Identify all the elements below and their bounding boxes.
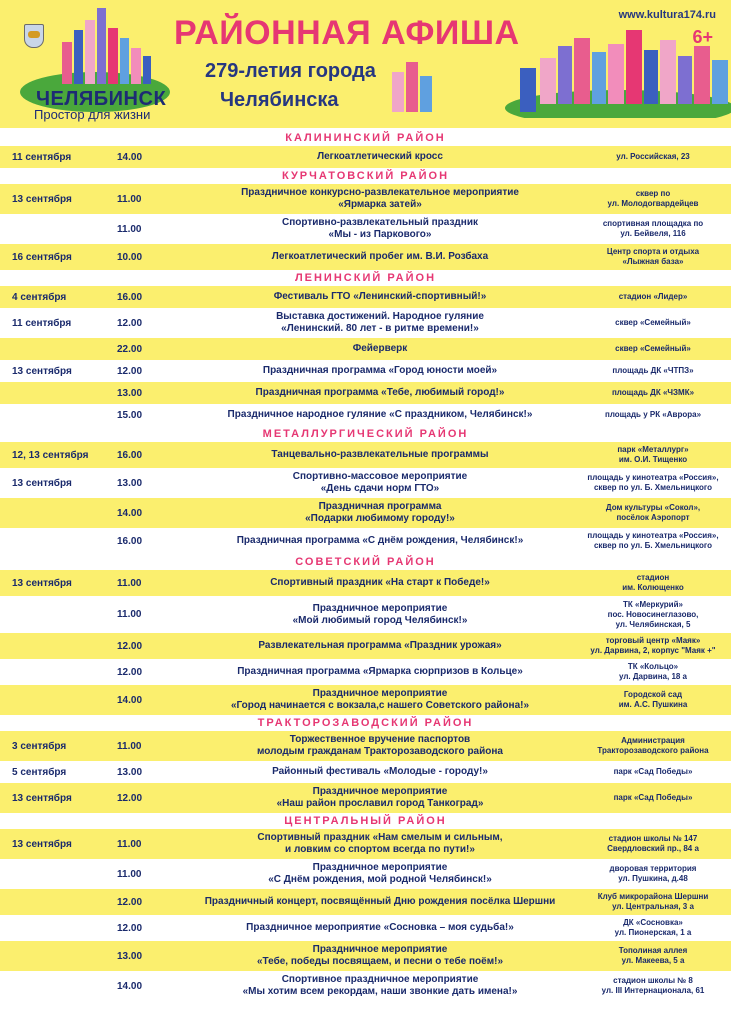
event-time: 15.00 bbox=[117, 409, 143, 421]
event-place: стадион школы № 147 Свердловский пр., 84 а bbox=[607, 834, 699, 853]
event-row bbox=[0, 382, 731, 404]
event-date: 13 сентября bbox=[12, 477, 72, 489]
event-time: 16.00 bbox=[117, 449, 143, 461]
event-row bbox=[0, 731, 731, 761]
event-title: Праздничное народное гуляние «С праздником, Челябинск!» bbox=[227, 409, 533, 420]
event-time: 11.00 bbox=[117, 868, 142, 880]
event-place: Городской сад им. А.С. Пушкина bbox=[618, 690, 688, 709]
district-header: МЕТАЛЛУРГИЧЕСКИЙ РАЙОН bbox=[0, 426, 731, 442]
event-time: 12.00 bbox=[117, 666, 143, 678]
event-title: Спортивное праздничное мероприятие «Мы хотим всем рекордам, наши звонкие дать имена!» bbox=[242, 974, 518, 997]
event-row bbox=[0, 498, 731, 528]
event-time: 16.00 bbox=[117, 535, 143, 547]
event-time: 12.00 bbox=[117, 922, 143, 934]
age-rating-badge: 6+ bbox=[692, 27, 713, 47]
logo-city: ЧЕЛЯБИНСК bbox=[36, 88, 167, 110]
event-place: Дом культуры «Сокол», посёлок Аэропорт bbox=[605, 503, 701, 522]
event-date bbox=[12, 338, 112, 360]
event-title: Праздничное мероприятие «Мой любимый город Челябинск!» bbox=[292, 602, 468, 626]
event-row bbox=[0, 685, 731, 715]
event-place: Центр спорта и отдыха «Лыжная база» bbox=[606, 247, 700, 266]
event-time: 11.00 bbox=[117, 193, 142, 205]
event-row bbox=[0, 528, 731, 554]
event-row bbox=[0, 360, 731, 382]
event-date: 11 сентября bbox=[12, 317, 72, 329]
event-place: стадион школы № 8 ул. III Интернационала, 61 bbox=[601, 976, 705, 995]
event-place: Тополиная аллея ул. Макеева, 5 а bbox=[618, 946, 688, 965]
event-time: 10.00 bbox=[117, 251, 143, 263]
event-time: 16.00 bbox=[117, 291, 143, 303]
event-date bbox=[12, 941, 112, 971]
event-row bbox=[0, 915, 731, 941]
district-header: ЛЕНИНСКИЙ РАЙОН bbox=[0, 270, 731, 286]
event-date: 5 сентября bbox=[12, 766, 67, 778]
event-time: 12.00 bbox=[117, 640, 143, 652]
event-title: Легкоатлетический кросс bbox=[317, 151, 443, 162]
event-place: Администрация Тракторозаводского района bbox=[597, 736, 709, 755]
event-title: Праздничный концерт, посвящённый Дню рождения посёлка Шершни bbox=[204, 896, 556, 907]
event-title: Спортивно-массовое мероприятие «День сдачи норм ГТО» bbox=[292, 471, 468, 494]
event-title: Легкоатлетический пробег им. В.И. Розбаха bbox=[271, 251, 489, 262]
event-title: Спортивно-развлекательный праздник «Мы - из Паркового» bbox=[282, 217, 478, 240]
event-row bbox=[0, 889, 731, 915]
page-title: РАЙОННАЯ АФИША bbox=[174, 14, 520, 52]
event-time: 12.00 bbox=[117, 896, 143, 908]
logo-slogan: Простор для жизни bbox=[34, 107, 151, 122]
subtitle-line-2: Челябинска bbox=[220, 89, 339, 111]
event-date: 11 сентября bbox=[12, 151, 72, 163]
event-place: площадь у кинотеатра «Россия», сквер по ул. Б. Хмельницкого bbox=[587, 531, 719, 550]
event-place: площадь ДК «ЧТПЗ» bbox=[612, 366, 694, 375]
event-time: 22.00 bbox=[117, 343, 143, 355]
event-place: ул. Российская, 23 bbox=[616, 152, 690, 161]
event-date bbox=[12, 498, 112, 528]
event-row bbox=[0, 442, 731, 468]
event-row bbox=[0, 404, 731, 426]
event-date: 13 сентября bbox=[12, 193, 72, 205]
event-time: 12.00 bbox=[117, 317, 143, 329]
event-title: Праздничная программа «Город юности моей» bbox=[262, 365, 498, 376]
event-row bbox=[0, 761, 731, 783]
event-row bbox=[0, 468, 731, 498]
event-row bbox=[0, 338, 731, 360]
event-time: 11.00 bbox=[117, 577, 142, 589]
event-time: 14.00 bbox=[117, 507, 143, 519]
event-title: Танцевально-развлекательные программы bbox=[271, 449, 489, 460]
event-title: Фейерверк bbox=[352, 343, 408, 354]
event-date: 3 сентября bbox=[12, 740, 67, 752]
event-title: Праздничное мероприятие «Наш район прославил город Танкоград» bbox=[276, 786, 484, 809]
event-row bbox=[0, 308, 731, 338]
event-row bbox=[0, 941, 731, 971]
event-date: 13 сентября bbox=[12, 577, 72, 589]
event-place: парк «Металлург» им. О.И. Тищенко bbox=[617, 445, 689, 464]
event-row bbox=[0, 859, 731, 889]
event-time: 13.00 bbox=[117, 387, 143, 399]
event-place: стадион им. Колющенко bbox=[622, 573, 684, 592]
event-time: 11.00 bbox=[117, 838, 142, 850]
event-place: Клуб микрорайона Шершни ул. Центральная, 3 а bbox=[597, 892, 709, 911]
event-title: Праздничная программа «Тебе, любимый город!» bbox=[255, 387, 505, 398]
coat-of-arms-icon bbox=[24, 24, 44, 48]
event-row bbox=[0, 829, 731, 859]
event-date bbox=[12, 596, 112, 633]
district-header: СОВЕТСКИЙ РАЙОН bbox=[0, 554, 731, 570]
event-title: Праздничное мероприятие «Тебе, победы посвящаем, и песни о тебе поём!» bbox=[256, 944, 504, 967]
event-date bbox=[12, 685, 112, 715]
event-date bbox=[12, 915, 112, 941]
event-title: Праздничная программа «Подарки любимому городу!» bbox=[305, 501, 455, 524]
event-date bbox=[12, 889, 112, 915]
event-place: сквер «Семейный» bbox=[615, 344, 691, 353]
event-title: Торжественное вручение паспортов молодым гражданам Тракторозаводского района bbox=[257, 734, 503, 757]
event-row bbox=[0, 596, 731, 633]
event-title: Праздничное мероприятие «С Днём рождения, мой родной Челябинск!» bbox=[268, 862, 492, 885]
event-title: Праздничное мероприятие «Сосновка – моя судьба!» bbox=[246, 922, 514, 933]
event-row bbox=[0, 286, 731, 308]
event-time: 11.00 bbox=[117, 609, 142, 620]
event-date: 13 сентября bbox=[12, 838, 72, 850]
event-time: 13.00 bbox=[117, 766, 143, 778]
event-place: сквер «Семейный» bbox=[615, 318, 691, 327]
event-row bbox=[0, 659, 731, 685]
event-row bbox=[0, 633, 731, 659]
event-date bbox=[12, 659, 112, 685]
event-date bbox=[12, 633, 112, 659]
event-row bbox=[0, 570, 731, 596]
event-row bbox=[0, 244, 731, 270]
event-date bbox=[12, 214, 112, 244]
event-place: дворовая территория ул. Пушкина, д.48 bbox=[609, 864, 697, 883]
event-time: 14.00 bbox=[117, 151, 143, 163]
event-title: Фестиваль ГТО «Ленинский-спортивный!» bbox=[273, 291, 487, 302]
event-date: 12, 13 сентября bbox=[12, 449, 89, 461]
event-place: стадион «Лидер» bbox=[618, 292, 688, 301]
district-header: КУРЧАТОВСКИЙ РАЙОН bbox=[0, 168, 731, 184]
event-time: 13.00 bbox=[117, 477, 143, 489]
event-row bbox=[0, 146, 731, 168]
event-date: 13 сентября bbox=[12, 365, 72, 377]
event-date bbox=[12, 528, 112, 554]
district-header: ТРАКТОРОЗАВОДСКИЙ РАЙОН bbox=[0, 715, 731, 731]
district-header: КАЛИНИНСКИЙ РАЙОН bbox=[0, 130, 731, 146]
poster-header bbox=[0, 0, 731, 128]
event-title: Праздничное конкурсно-развлекательное мероприятие «Ярмарка затей» bbox=[241, 187, 519, 210]
event-place: площадь ДК «ЧЗМК» bbox=[611, 388, 695, 397]
event-title: Праздничная программа «С днём рождения, Челябинск!» bbox=[236, 535, 524, 546]
event-date bbox=[12, 382, 112, 404]
event-date: 16 сентября bbox=[12, 251, 72, 263]
event-date bbox=[12, 859, 112, 889]
event-date bbox=[12, 971, 112, 1001]
event-time: 11.00 bbox=[117, 740, 142, 752]
event-place: площадь у РК «Аврора» bbox=[604, 410, 702, 419]
event-row bbox=[0, 184, 731, 214]
event-row bbox=[0, 971, 731, 1001]
event-place: парк «Сад Победы» bbox=[613, 767, 693, 776]
event-place: ТК «Меркурий» пос. Новосинеглазово, ул. Челябинская, 5 bbox=[607, 599, 699, 629]
event-date bbox=[12, 404, 112, 426]
event-row bbox=[0, 783, 731, 813]
district-header: ЦЕНТРАЛЬНЫЙ РАЙОН bbox=[0, 813, 731, 829]
event-row bbox=[0, 214, 731, 244]
event-title: Праздничная программа «Ярмарка сюрпризов в Кольце» bbox=[237, 666, 523, 677]
event-date: 4 сентября bbox=[12, 291, 67, 303]
event-title: Спортивный праздник «На старт к Победе!» bbox=[270, 577, 490, 588]
event-time: 12.00 bbox=[117, 792, 143, 804]
subtitle-line-1: 279-летия города bbox=[205, 60, 376, 82]
event-place: торговый центр «Маяк» ул. Дарвина, 2, корпус "Маяк +" bbox=[590, 636, 716, 655]
website-link[interactable]: www.kultura174.ru bbox=[618, 9, 716, 21]
event-place: сквер по ул. Молодогвардейцев bbox=[607, 189, 699, 208]
event-time: 11.00 bbox=[117, 223, 142, 235]
event-time: 12.00 bbox=[117, 365, 143, 377]
event-title: Развлекательная программа «Праздник урожая» bbox=[258, 640, 502, 651]
event-place: ТК «Кольцо» ул. Дарвина, 18 а bbox=[618, 662, 688, 681]
event-title: Спортивный праздник «Нам смелым и сильным, и ловким со спортом всегда по пути!» bbox=[257, 832, 503, 855]
event-place: спортивная площадка по ул. Бейвеля, 116 bbox=[602, 219, 704, 238]
event-title: Районный фестиваль «Молодые - городу!» bbox=[272, 766, 488, 777]
event-place: парк «Сад Победы» bbox=[613, 793, 693, 802]
event-place: ДК «Сосновка» ул. Пионерская, 1 а bbox=[614, 918, 692, 937]
event-date: 13 сентября bbox=[12, 792, 72, 804]
event-title: Выставка достижений. Народное гуляние «Ленинский. 80 лет - в ритме времени!» bbox=[276, 311, 484, 334]
event-title: Праздничное мероприятие «Город начинается с вокзала,с нашего Советского района!» bbox=[230, 688, 530, 711]
event-place: площадь у кинотеатра «Россия», сквер по ул. Б. Хмельницкого bbox=[587, 473, 719, 492]
event-time: 14.00 bbox=[117, 980, 143, 992]
event-time: 14.00 bbox=[117, 694, 143, 706]
event-schedule bbox=[0, 130, 731, 1001]
event-time: 13.00 bbox=[117, 950, 143, 962]
